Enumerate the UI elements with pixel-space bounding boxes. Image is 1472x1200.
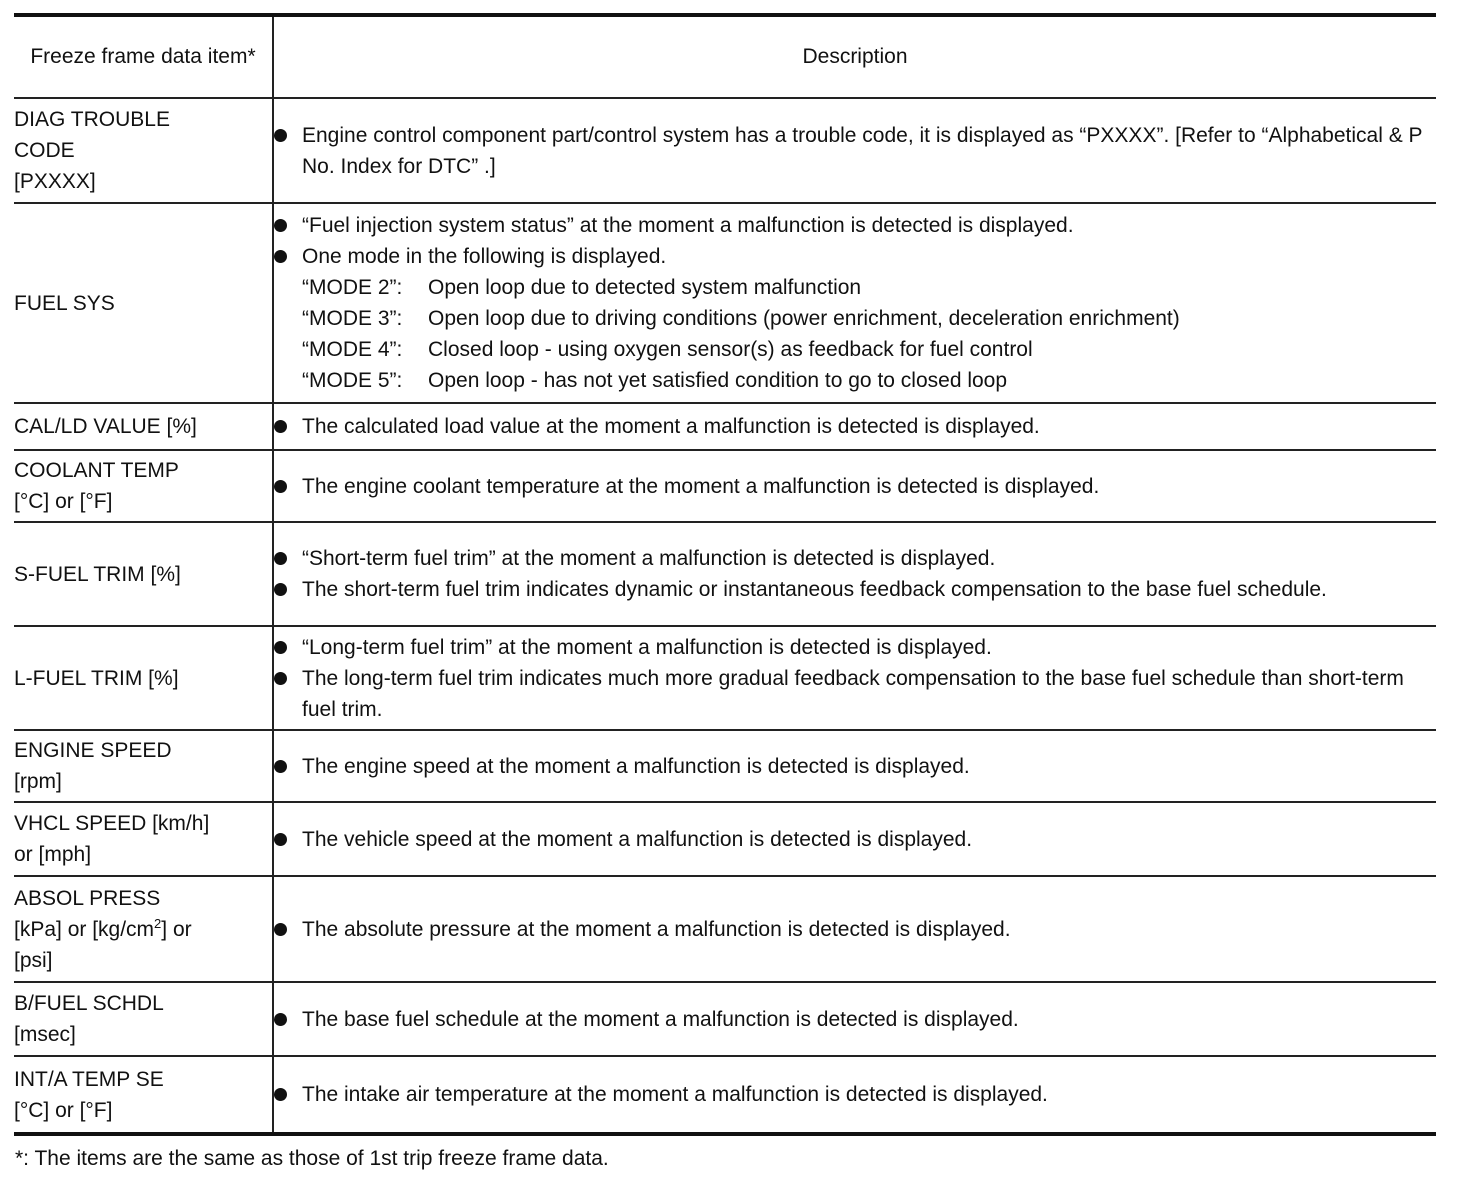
mode-value: Open loop due to detected system malfunction xyxy=(428,276,862,299)
description-cell xyxy=(273,982,1436,1056)
bullet-icon xyxy=(274,574,302,605)
item-line: B/FUEL SCHDL xyxy=(14,992,164,1015)
bullet-icon xyxy=(274,914,302,945)
item-line: [PXXXX] xyxy=(14,170,96,193)
bullet-icon xyxy=(274,663,302,694)
item-line: VHCL SPEED [km/h] xyxy=(14,812,210,835)
bullet-text: Engine control component part/control system has a trouble code, it is displayed as “PXXXX”. [Refer to “Alphabetical & P No. Index for DTC” .] xyxy=(302,123,1423,178)
bullet-item xyxy=(274,1004,1436,1035)
table-row xyxy=(14,982,1436,1056)
item-line: ABSOL PRESS xyxy=(14,886,161,910)
bullet-item xyxy=(274,574,1436,605)
bullet-text: The base fuel schedule at the moment a malfunction is detected is displayed. xyxy=(302,1007,1019,1031)
bullet-item xyxy=(274,1079,1436,1110)
mode-key: “MODE 3”: xyxy=(302,307,403,330)
table-row xyxy=(14,403,1436,450)
bullet-text: The long-term fuel trim indicates much more gradual feedback compensation to the base fuel schedule than short-term fuel trim. xyxy=(302,666,1404,721)
freeze-frame-table xyxy=(14,13,1436,1136)
item-cell xyxy=(14,626,273,730)
bullet-text: The engine speed at the moment a malfunction is detected is displayed. xyxy=(302,754,970,778)
bullet-item xyxy=(274,663,1436,725)
description-cell xyxy=(273,403,1436,450)
mode-line xyxy=(274,272,1436,303)
bullet-text: “Short-term fuel trim” at the moment a malfunction is detected is displayed. xyxy=(302,547,996,570)
description-cell xyxy=(273,876,1436,982)
bullet-item xyxy=(274,210,1436,241)
description-cell xyxy=(273,626,1436,730)
item-cell xyxy=(14,98,273,203)
bullet-icon xyxy=(274,471,302,502)
superscript: 2 xyxy=(154,915,162,931)
description-cell xyxy=(273,1056,1436,1134)
mode-line xyxy=(274,303,1436,334)
item-line: [msec] xyxy=(14,1023,76,1046)
bullet-item xyxy=(274,914,1436,945)
item-cell xyxy=(14,203,273,403)
item-line-part: [kPa] or [kg/cm xyxy=(14,917,155,941)
table-row xyxy=(14,98,1436,203)
item-line: ENGINE SPEED xyxy=(14,739,172,762)
bullet-text: The short-term fuel trim indicates dynamic or instantaneous feedback compensation to the base fuel schedule. xyxy=(302,578,1327,601)
mode-value: Open loop due to driving conditions (power enrichment, deceleration enrichment) xyxy=(428,307,1180,330)
table-row xyxy=(14,203,1436,403)
bullet-text: The intake air temperature at the moment a malfunction is detected is displayed. xyxy=(302,1083,1048,1106)
bullet-item xyxy=(274,543,1436,574)
bullet-icon xyxy=(274,543,302,574)
bullet-text: The calculated load value at the moment a malfunction is detected is displayed. xyxy=(302,415,1040,438)
item-line: INT/A TEMP SE xyxy=(14,1067,164,1091)
header-item: Freeze frame data item* xyxy=(14,15,273,98)
item-cell xyxy=(14,522,273,626)
bullet-text: “Long-term fuel trim” at the moment a malfunction is detected is displayed. xyxy=(302,635,992,659)
table-row xyxy=(14,1056,1436,1134)
item-cell xyxy=(14,403,273,450)
bullet-item xyxy=(274,120,1436,182)
bullet-item xyxy=(274,471,1436,502)
table-row xyxy=(14,730,1436,802)
table-row xyxy=(14,522,1436,626)
item-cell xyxy=(14,450,273,522)
description-cell xyxy=(273,730,1436,802)
bullet-text: The vehicle speed at the moment a malfunction is detected is displayed. xyxy=(302,827,973,851)
item-cell xyxy=(14,876,273,982)
footnote: *: The items are the same as those of 1st trip freeze frame data. xyxy=(15,1147,609,1170)
item-line: [°C] or [°F] xyxy=(14,1098,113,1122)
bullet-item xyxy=(274,751,1436,782)
mode-value: Open loop - has not yet satisfied condition to go to closed loop xyxy=(428,369,1008,392)
item-line: [psi] xyxy=(14,948,53,972)
table-header-row xyxy=(14,15,1436,98)
item-cell xyxy=(14,730,273,802)
item-line xyxy=(14,914,272,945)
item-line: CODE xyxy=(14,139,75,162)
bullet-icon xyxy=(274,241,302,272)
item-line: S-FUEL TRIM [%] xyxy=(14,562,181,586)
bullet-icon xyxy=(274,632,302,663)
bullet-icon xyxy=(274,120,302,151)
table-row xyxy=(14,802,1436,876)
mode-key: “MODE 5”: xyxy=(302,369,403,392)
bullet-item xyxy=(274,241,1436,272)
mode-key: “MODE 4”: xyxy=(302,338,403,361)
item-line: [rpm] xyxy=(14,770,62,793)
mode-line xyxy=(274,334,1436,365)
item-line: COOLANT TEMP xyxy=(14,459,179,482)
item-line-part: ] or xyxy=(161,917,192,941)
table-row xyxy=(14,876,1436,982)
item-cell xyxy=(14,982,273,1056)
mode-line xyxy=(274,365,1436,396)
bullet-text: One mode in the following is displayed. xyxy=(302,245,667,268)
item-line: DIAG TROUBLE xyxy=(14,108,170,131)
description-cell xyxy=(273,522,1436,626)
bullet-item xyxy=(274,411,1436,442)
description-cell xyxy=(273,802,1436,876)
bullet-icon xyxy=(274,210,302,241)
bullet-item xyxy=(274,824,1436,855)
table-row xyxy=(14,450,1436,522)
item-line: FUEL SYS xyxy=(14,291,115,315)
description-cell xyxy=(273,450,1436,522)
bullet-icon xyxy=(274,411,302,442)
item-line: CAL/LD VALUE [%] xyxy=(14,415,197,438)
header-description: Description xyxy=(273,15,1436,98)
table-row xyxy=(14,626,1436,730)
bullet-text: The absolute pressure at the moment a malfunction is detected is displayed. xyxy=(302,917,1011,941)
bullet-text: “Fuel injection system status” at the moment a malfunction is detected is displayed. xyxy=(302,214,1074,237)
bullet-text: The engine coolant temperature at the moment a malfunction is detected is displayed. xyxy=(302,474,1100,498)
item-cell xyxy=(14,1056,273,1134)
description-cell xyxy=(273,203,1436,403)
description-cell xyxy=(273,98,1436,203)
bullet-item xyxy=(274,632,1436,663)
bullet-icon xyxy=(274,751,302,782)
bullet-icon xyxy=(274,824,302,855)
item-line: or [mph] xyxy=(14,843,92,866)
mode-value: Closed loop - using oxygen sensor(s) as feedback for fuel control xyxy=(428,338,1033,361)
item-line: [°C] or [°F] xyxy=(14,490,113,513)
bullet-icon xyxy=(274,1004,302,1035)
item-cell xyxy=(14,802,273,876)
item-line: L-FUEL TRIM [%] xyxy=(14,666,179,690)
mode-key: “MODE 2”: xyxy=(302,276,403,299)
bullet-icon xyxy=(274,1079,302,1110)
